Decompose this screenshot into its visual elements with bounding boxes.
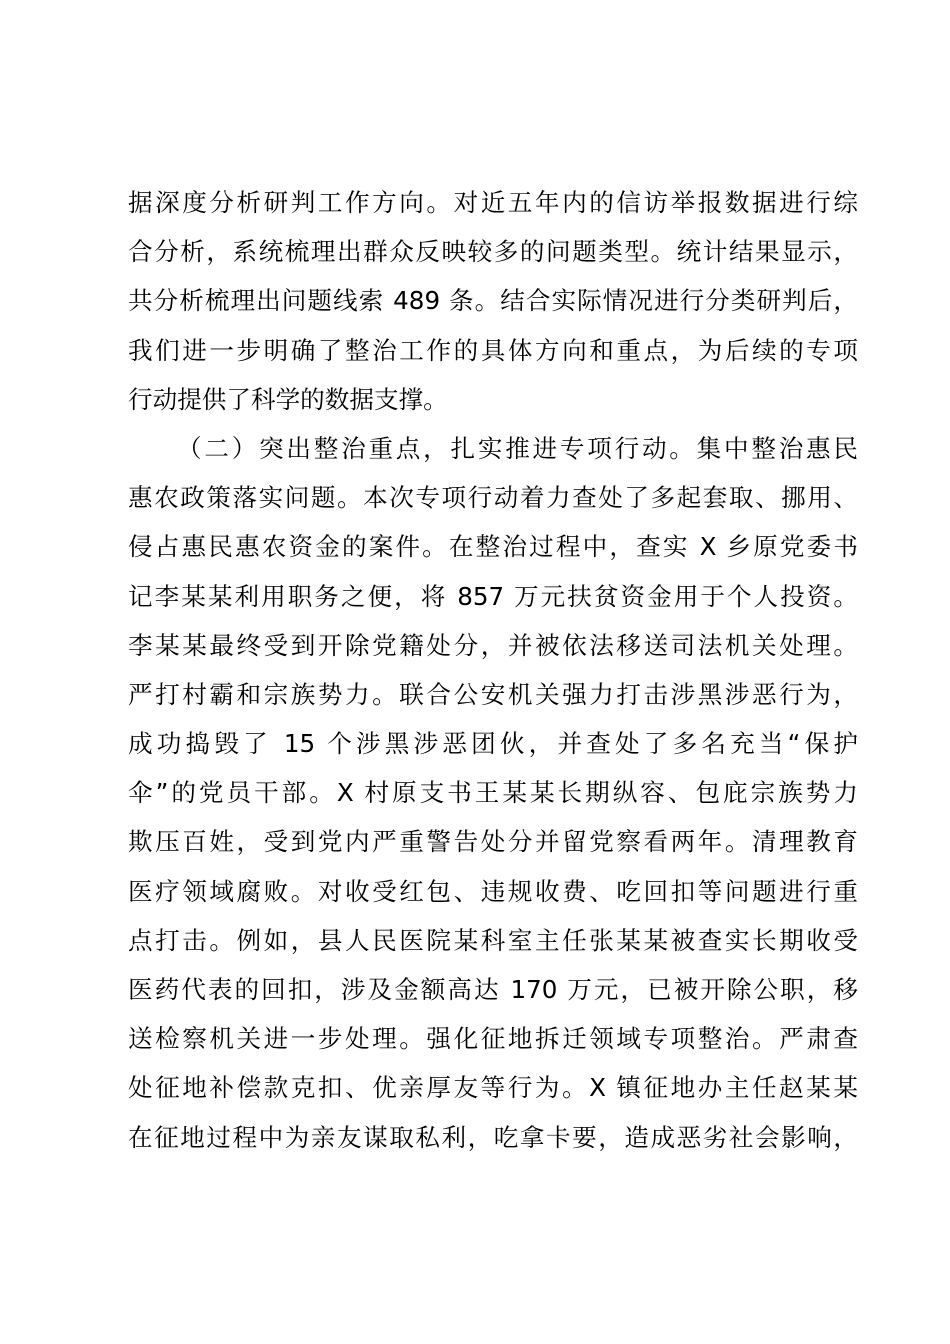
text-line: 医疗领域腐败。对收受红包、违规收费、吃回扣等问题进行重 — [128, 876, 858, 906]
text-line: 在征地过程中为亲友谋取私利，吃拿卡要，造成恶劣社会影响， — [128, 1122, 858, 1152]
text-line: 共分析梳理出问题线索 489 条。结合实际情况进行分类研判后， — [128, 286, 858, 316]
paragraph-end-line: 行动提供了科学的数据支撑。 — [128, 384, 448, 414]
body-text — [128, 178, 858, 1162]
text-line: 合分析，系统梳理出群众反映较多的问题类型。统计结果显示， — [128, 237, 858, 267]
text-line: 惠农政策落实问题。本次专项行动着力查处了多起套取、挪用、 — [128, 483, 858, 513]
text-line: 李某某最终受到开除党籍处分，并被依法移送司法机关处理。 — [128, 630, 858, 660]
text-line: 伞”的党员干部。X 村原支书王某某长期纵容、包庇宗族势力 — [128, 778, 858, 808]
text-line: 点打击。例如，县人民医院某科室主任张某某被查实长期收受 — [128, 925, 858, 955]
section-heading-line: （二）突出整治重点，扎实推进专项行动。集中整治惠民 — [177, 433, 858, 463]
text-line: 医药代表的回扣，涉及金额高达 170 万元，已被开除公职，移 — [128, 975, 858, 1004]
text-line: 严打村霸和宗族势力。联合公安机关强力打击涉黑涉恶行为， — [128, 679, 858, 709]
text-line: 成功捣毁了 15 个涉黑涉恶团伙，并查处了多名充当“保护 — [128, 729, 858, 759]
text-line: 处征地补偿款克扣、优亲厚友等行为。X 镇征地办主任赵某某 — [128, 1073, 858, 1103]
text-line: 欺压百姓，受到党内严重警告处分并留党察看两年。清理教育 — [128, 827, 858, 857]
text-line: 据深度分析研判工作方向。对近五年内的信访举报数据进行综 — [128, 188, 858, 217]
text-line: 记李某某利用职务之便，将 857 万元扶贫资金用于个人投资。 — [128, 581, 858, 611]
text-line: 我们进一步明确了整治工作的具体方向和重点，为后续的专项 — [128, 335, 858, 365]
text-line: 送检察机关进一步处理。强化征地拆迁领域专项整治。严肃查 — [128, 1024, 858, 1054]
text-line: 侵占惠民惠农资金的案件。在整治过程中，查实 X 乡原党委书 — [128, 532, 858, 562]
